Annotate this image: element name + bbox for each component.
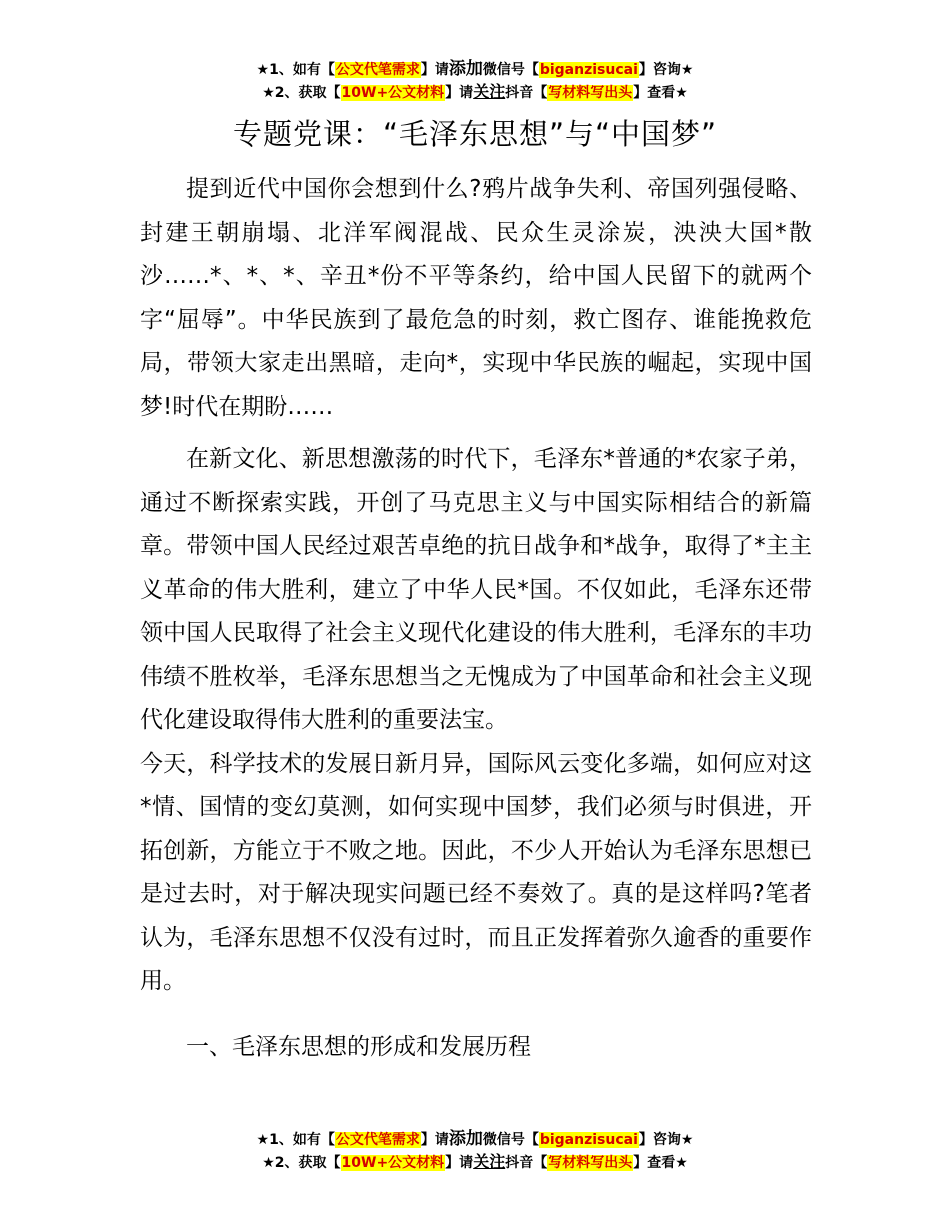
banner-line-1: ★1、如有【公文代笔需求】请添加微信号【biganzisucai】咨询★: [256, 59, 694, 79]
banner-line-1: ★1、如有【公文代笔需求】请添加微信号【biganzisucai】咨询★: [256, 1129, 694, 1149]
highlight-wechat-id: biganzisucai: [539, 1132, 638, 1148]
highlight-wechat-id: biganzisucai: [539, 62, 638, 78]
highlight-materials: 10W+公文材料: [341, 1155, 445, 1171]
highlight-service: 公文代笔需求: [335, 62, 420, 78]
paragraph-3: 今天，科学技术的发展日新月异，国际风云变化多端，如何应对这*情、国情的变幻莫测，如何实现中国梦，我们必须与时俱进，开拓创新，方能立于不败之地。因此，不少人开始认为毛泽东思想已是过去时，对于解决现实问题已经不奏效了。真的是这样吗?笔者认为，毛泽东思想不仅没有过时，而且正发挥着弥久逾香的重要作用。: [140, 750, 812, 994]
section-heading: 一、毛泽东思想的形成和发展历程: [186, 1033, 531, 1060]
highlight-materials: 10W+公文材料: [341, 85, 445, 101]
paragraph-1: 提到近代中国你会想到什么?鸦片战争失利、帝国列强侵略、封建王朝崩塌、北洋军阀混战、民众生灵涂炭，泱泱大国*散沙……*、*、*、辛丑*份不平等条约，给中国人民留下的就两个字“屈辱”。中华民族到了最危急的时刻，救亡图存、谁能挽救危局，带领大家走出黑暗，走向*，实现中华民族的崛起，实现中国梦!时代在期盼……: [140, 176, 812, 420]
highlight-service: 公文代笔需求: [335, 1132, 420, 1148]
banner-line-2: ★2、获取【10W+公文材料】请关注抖音【写材料写出头】查看★: [262, 1152, 688, 1171]
top-banner: [0, 58, 950, 104]
banner-line-2: ★2、获取【10W+公文材料】请关注抖音【写材料写出头】查看★: [262, 82, 688, 101]
highlight-douyin: 写材料写出头: [548, 1155, 633, 1171]
highlight-douyin: 写材料写出头: [548, 85, 633, 101]
bottom-banner: [0, 1128, 950, 1174]
paragraph-2: 在新文化、新思想激荡的时代下，毛泽东*普通的*农家子弟，通过不断探索实践，开创了马克思主义与中国实际相结合的新篇章。带领中国人民经过艰苦卓绝的抗日战争和*战争，取得了*主主义革命的伟大胜利，建立了中华人民*国。不仅如此，毛泽东还带领中国人民取得了社会主义现代化建设的伟大胜利，毛泽东的丰功伟绩不胜枚举，毛泽东思想当之无愧成为了中国革命和社会主义现代化建设取得伟大胜利的重要法宝。: [140, 446, 812, 733]
document-body: [140, 168, 812, 1078]
document-title: 专题党课：“毛泽东思想”与“中国梦”: [232, 117, 718, 151]
